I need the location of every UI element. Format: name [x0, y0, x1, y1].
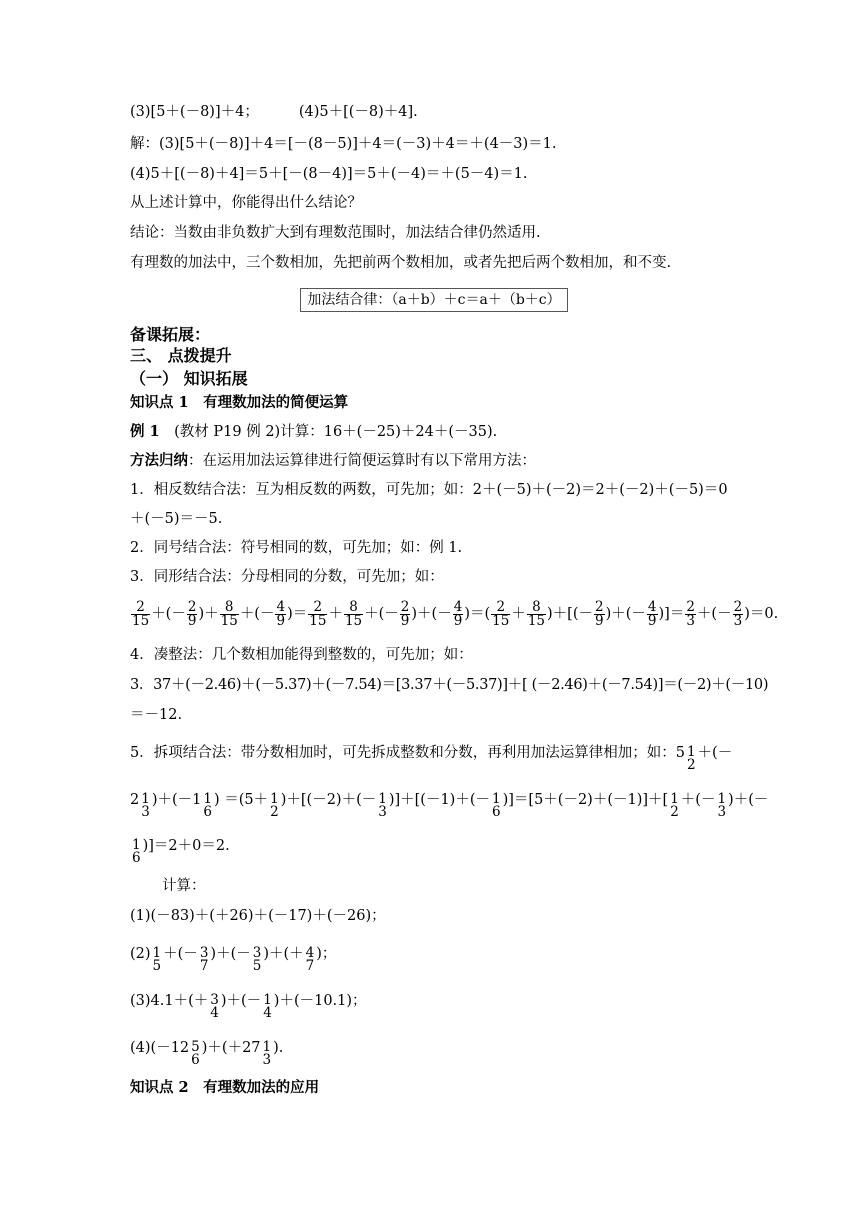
method-4-example-b: ＝－12. [130, 707, 183, 723]
practice-3: (3)4.1＋(＋ 3 4 )＋(－ 1 4 )＋(－10.1)； [130, 992, 367, 1021]
problem-4: (4)5＋[(－8)＋4]. [298, 104, 418, 120]
section-heading-three: 三、 点拨提升 [130, 346, 232, 365]
question-line: 从上述计算中，你能得出什么结论？ [130, 195, 362, 211]
method-5-text: 5．拆项结合法：带分数相加时，可先拆成整数和分数，再利用加法运算律相加；如：5 [130, 745, 685, 761]
section-heading-knowledge: （一） 知识拓展 [130, 369, 248, 388]
conclusion-line: 结论：当数由非负数扩大到有理数范围时，加法结合律仍然适用. [130, 225, 541, 241]
method-4-line: 4．凑整法：几个数相加能得到整数的，可先加；如： [130, 647, 473, 663]
method-1-line-b: ＋(－5)＝－5. [130, 511, 223, 527]
practice-4: (4)(－12 5 6 )＋(＋27 1 3 ). [130, 1039, 284, 1068]
method-2-line: 2．同号结合法：符号相同的数，可先加；如：例 1. [130, 540, 463, 556]
method-3-example: $\frac{2}{15}$ ＋(－ $\frac{2}{9}$ )＋ $\frac{8}{15}$ ＋(－ $\frac{4}{9}$ )＝ $\frac{2}{15}$ ＋ $\frac{8}{15}$ ＋(－ $\frac{2}{9}$ )＋(－ $\frac{4}{9}$ )＝( $\frac{2}{15}$ ＋ $\frac{8}{15}$ )＋[(－ $\frac{2}{9}$ )＋(－ $\frac{4}{9}$ )]＝ $\frac{2}{3}$ ＋(－ $\frac{2}{3}$ )＝0. [132, 598, 779, 629]
example-1-label: 例 1 [130, 423, 160, 440]
method-5-line: 5．拆项结合法：带分数相加时，可先拆成整数和分数，再利用加法运算律相加；如：5 1 2 ＋(－ [130, 744, 733, 773]
practice-2: (2) 1 5 ＋(－ 3 7 )＋(－ 3 5 )＋(＋ 4 7 )； [130, 945, 337, 974]
method-3-line: 3．同形结合法：分母相同的分数，可先加；如： [130, 569, 444, 585]
method-summary-line [130, 452, 536, 470]
calc-label: 计算： [162, 878, 206, 894]
associative-law-box: 加法结合律：（a＋b）＋c＝a＋（b＋c） [300, 288, 568, 312]
knowledge-point-2: 知识点 2 有理数加法的应用 [130, 1079, 320, 1096]
problem-3: (3)[5＋(－8)]＋4； [130, 104, 259, 120]
solution-3: 解：(3)[5＋(－8)]＋4＝[－(8－5)]＋4＝(－3)＋4＝＋(4－3)＝1. [130, 136, 557, 152]
solution-4: (4)5＋[(－8)＋4]＝5＋[－(8－4)]＝5＋(－4)＝＋(5－4)＝1. [130, 166, 528, 182]
method-5-result: 1 6 )]＝2＋0＝2. [132, 837, 230, 866]
method-4-example-a: 3．37＋(－2.46)＋(－5.37)＋(－7.54)＝[3.37＋(－5.37)]＋[ (－2.46)＋(－7.54)]＝(－2)＋(－10) [130, 677, 769, 693]
method-1-line-a: 1．相反数结合法：互为相反数的两数，可先加；如：2＋(－5)＋(－2)＝2＋(－2)＋(－5)＝0 [130, 482, 728, 498]
associative-rule-text: 有理数的加法中，三个数相加，先把前两个数相加，或者先把后两个数相加，和不变. [130, 255, 672, 271]
knowledge-point-1: 知识点 1 有理数加法的简便运算 [130, 394, 349, 411]
method-text: ：在运用加法运算律进行简便运算时有以下常用方法： [188, 453, 536, 469]
section-heading-prep: 备课拓展： [130, 325, 211, 344]
method-label: 方法归纳 [130, 452, 188, 469]
example-1-line [130, 423, 497, 441]
problem-3-4-line [130, 103, 418, 121]
example-1-text: (教材 P19 例 2)计算：16＋(－25)＋24＋(－35). [174, 424, 498, 440]
method-5-example: 2 1 3 )＋(－1 1 6 ) ＝(5＋ 1 2 )＋[(－2)＋(－ 1 3 )]＋[(－1)＋(－ 1 6 )]＝[5＋(－2)＋(－1)]＋[ 1 2 ＋(－ 1 3 )＋(－ [130, 791, 769, 820]
practice-1: (1)(－83)＋(＋26)＋(－17)＋(－26)； [130, 908, 386, 924]
